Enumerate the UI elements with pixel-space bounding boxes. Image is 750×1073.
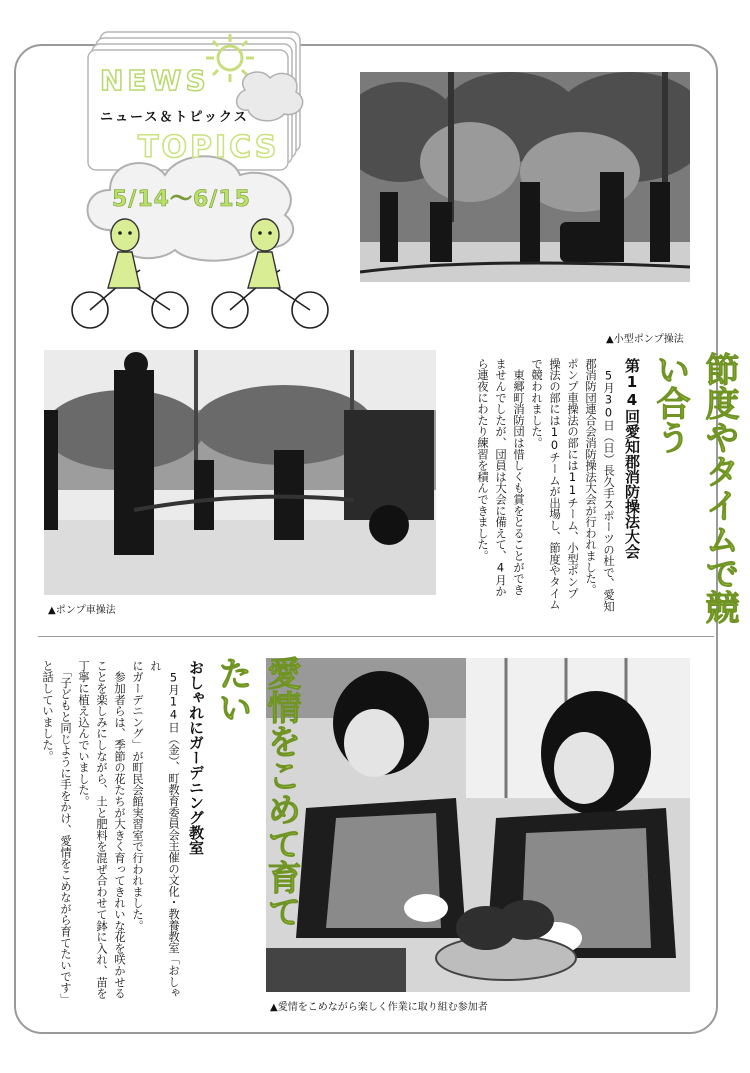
photo-small-pump-drill — [360, 72, 690, 328]
article1-line: ら連夜にわたり練習を積んできました。 — [476, 358, 489, 562]
article2-line: ことを楽しみにしながら、土と肥料を混ぜ合わせて鉢に入れ、苗を — [95, 660, 108, 999]
date-range: 5/14〜6/15 — [112, 187, 251, 212]
article1-line: ポンプ車操法の部には11チーム、小型ポンプ — [566, 358, 579, 599]
caption-pump-truck: ▲ポンプ車操法 — [48, 605, 116, 616]
article1-headline: 節度やタイムで競い合う — [650, 352, 739, 624]
article1-line: で競われました。 — [530, 358, 543, 449]
article1-subhead: 第14回愛知郡消防操法大会 — [623, 358, 641, 559]
section-divider — [38, 636, 714, 637]
article1-line: ませんでしたが、団員は大会に備えて、4月か — [494, 358, 507, 597]
caption-small-pump: ▲小型ポンプ操法 — [606, 334, 684, 345]
article2-line: 丁寧に植え込んでいました。 — [77, 660, 90, 807]
article1-line: 5月30日（日）長久手スポーツの杜で、愛知 — [602, 358, 615, 612]
photo-pump-truck-drill — [44, 350, 436, 595]
article2-line: 「子どもと同じように手をかけ、愛情をこめながら育てたいです」 — [59, 660, 72, 1005]
article2-line: にガーデニング」が町民会館実習室で行われました。 — [131, 660, 144, 932]
topics-subtitle: ニュース＆トピックス — [100, 110, 249, 125]
article1-body — [455, 358, 617, 628]
news-title: NEWS — [100, 64, 210, 97]
photo-gardening-class — [266, 658, 690, 992]
article1-line: 郡消防団連合会消防操法大会が行われました。 — [584, 358, 597, 596]
article2-line: と話していました。 — [41, 660, 54, 762]
article2-line: 5月14日（金）、町教育委員会主催の文化・教養教室「おしゃれ — [149, 660, 180, 999]
article2-subhead: おしゃれにガーデニング教室 — [187, 660, 205, 855]
topics-title: TOPICS — [138, 130, 280, 165]
article1-line: 操法の部には10チームが出場し、節度やタイム — [548, 358, 561, 610]
caption-gardening: ▲愛情をこめながら楽しく作業に取り組む参加者 — [270, 1002, 488, 1013]
article2-line: 参加者らは、季節の花たちが大きく育ってきれいな花を咲かせる — [113, 660, 126, 999]
article1-line: 東郷町消防団は惜しくも賞をとることができ — [512, 358, 525, 596]
article2-headline: 愛情をこめて育てたい — [212, 656, 301, 928]
article2-body — [41, 660, 182, 1005]
